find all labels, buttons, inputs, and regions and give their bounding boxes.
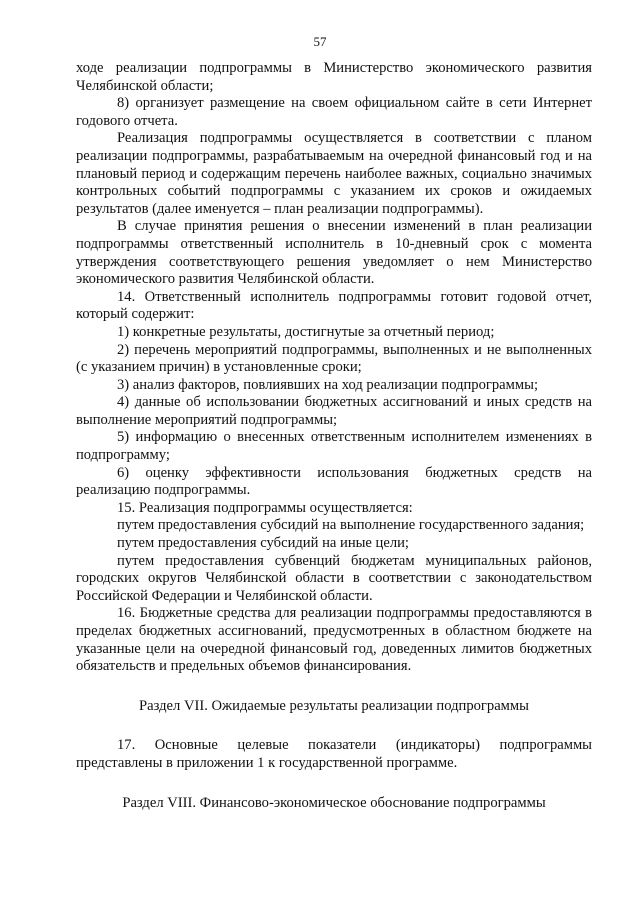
- page-content: [76, 60, 592, 812]
- paragraph: 1) конкретные результаты, достигнутые за отчетный период;: [117, 323, 495, 340]
- paragraph: 3) анализ факторов, повлиявших на ход реализации подпрограммы;: [117, 376, 538, 393]
- paragraph: 16. Бюджетные средства для реализации подпрограммы предоставляются в пределах бюджетных ассигнований, предусмотренных в областном бюджете на указанные цели на очередной финансовый год, доведенных лимитов бюджетных обязательств и предельных объемов финансирования.: [76, 605, 592, 675]
- paragraph: 5) информацию о внесенных ответственным исполнителем изменениях в подпрограмму;: [76, 429, 592, 464]
- paragraph: путем предоставления субсидий на выполнение государственного задания;: [117, 517, 585, 534]
- paragraph: В случае принятия решения о внесении изменений в план реализации подпрограммы ответственный исполнитель в 10-дневный срок с момента утверждения соответствующего решения уведомляет о нем Министерство экономического развития Челябинской области.: [76, 218, 592, 288]
- section-8-heading: Раздел VIII. Финансово-экономическое обоснование подпрограммы: [122, 794, 546, 811]
- paragraph: 2) перечень мероприятий подпрограммы, выполненных и не выполненных (с указанием причин) в установленные сроки;: [76, 341, 592, 376]
- paragraph: ходе реализации подпрограммы в Министерство экономического развития Челябинской области;: [76, 60, 592, 94]
- page-number: 57: [313, 34, 327, 49]
- paragraph: 14. Ответственный исполнитель подпрограммы готовит годовой отчет, который содержит:: [76, 288, 592, 323]
- paragraph: 4) данные об использовании бюджетных ассигнований и иных средств на выполнение мероприятий подпрограммы;: [76, 394, 592, 428]
- paragraph: 6) оценку эффективности использования бюджетных средств на реализацию подпрограммы.: [76, 464, 592, 499]
- paragraph: 15. Реализация подпрограммы осуществляется:: [117, 499, 413, 516]
- paragraph: путем предоставления субсидий на иные цели;: [117, 535, 409, 552]
- paragraph: 8) организует размещение на своем официальном сайте в сети Интернет годового отчета.: [76, 95, 592, 129]
- paragraph-17: 17. Основные целевые показатели (индикаторы) подпрограммы представлены в приложении 1 к государственной программе.: [76, 737, 592, 771]
- body-text: [76, 60, 592, 676]
- paragraph: Реализация подпрограммы осуществляется в соответствии с планом реализации подпрограммы, разрабатываемым на очередной финансовый год и на плановый период и содержащим перечень наиболее важных, социально значимых контрольных событий подпрограммы с указанием их сроков и ожидаемых результатов (далее именуется – план реализации подпрограммы).: [76, 130, 592, 217]
- section-7-heading: Раздел VII. Ожидаемые результаты реализации подпрограммы: [139, 697, 529, 714]
- paragraph: путем предоставления субвенций бюджетам муниципальных районов, городских округов Челябинской области в соответствии с законодательством Российской Федерации и Челябинской области.: [76, 552, 592, 604]
